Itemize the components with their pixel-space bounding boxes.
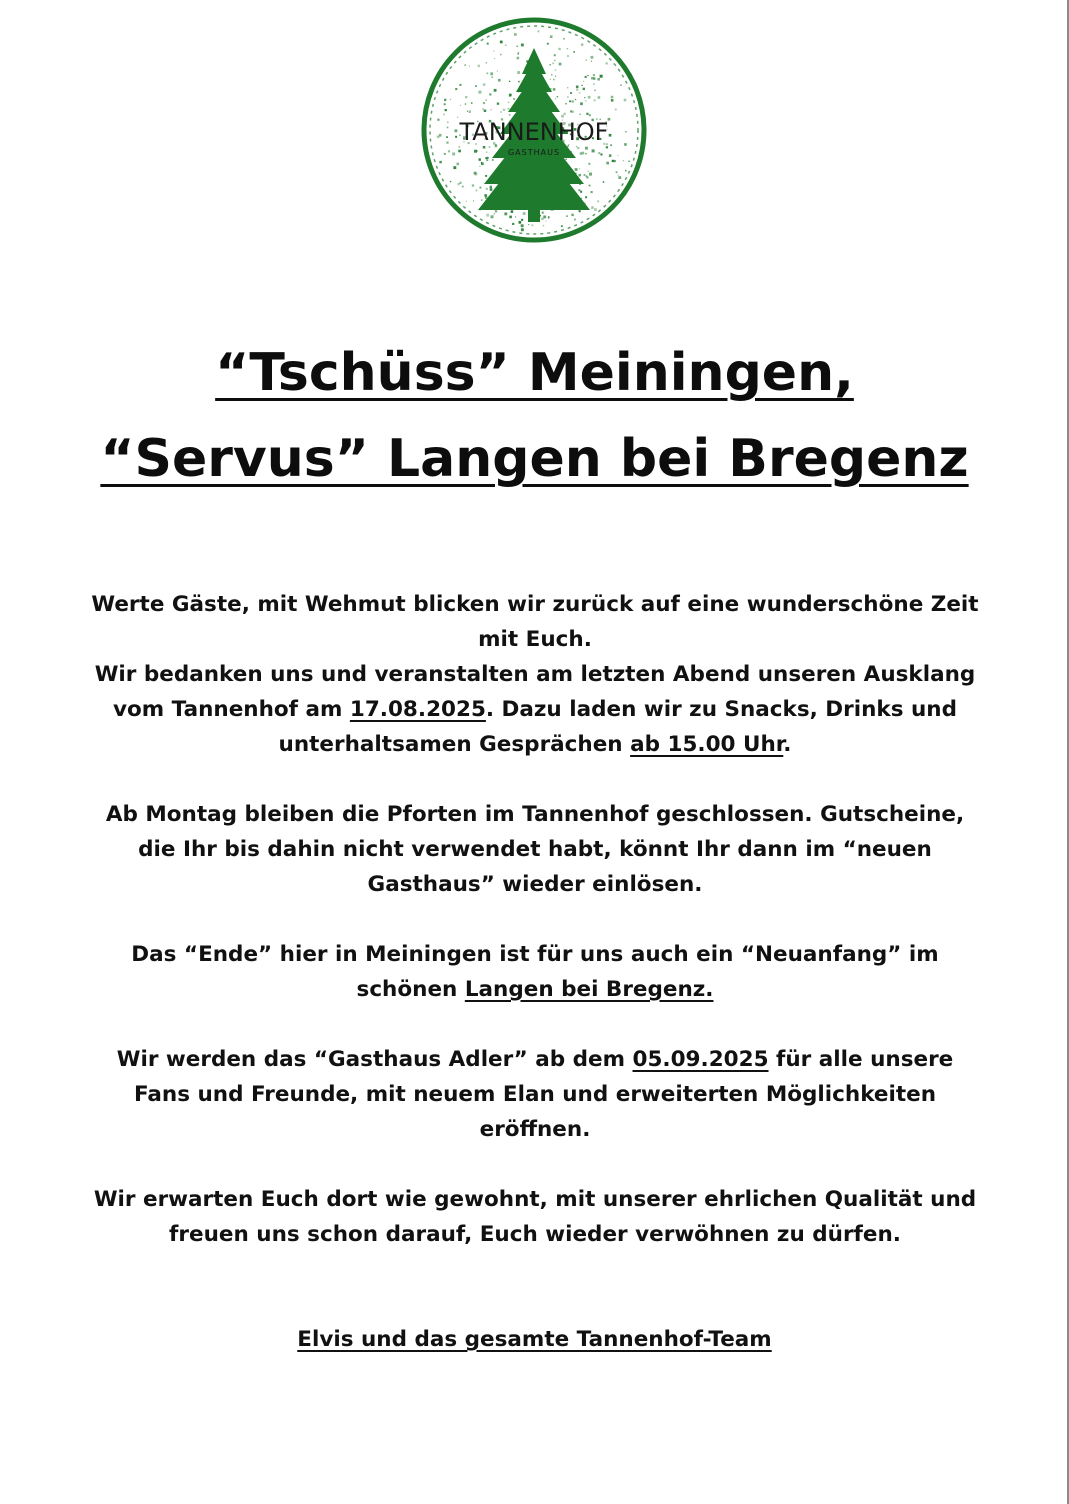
logo-speckle [579, 168, 580, 169]
logo-speckle [567, 87, 568, 88]
logo-speckle [579, 92, 581, 94]
logo-speckle [478, 91, 481, 94]
headline [0, 330, 1069, 502]
logo-speckle [612, 160, 614, 162]
logo-speckle [594, 99, 596, 101]
logo-speckle [480, 187, 482, 189]
logo-speckle [469, 112, 470, 113]
logo-speckle [580, 191, 582, 193]
logo-speckle [571, 214, 573, 216]
logo-speckle [479, 158, 481, 160]
signature-text: Elvis und das gesamte Tannenhof-Team [297, 1327, 772, 1352]
logo-speckle [594, 208, 597, 211]
logo-speckle [473, 200, 474, 201]
logo-speckle [508, 102, 509, 103]
logo-speckle [460, 105, 461, 106]
logo-speckle [491, 109, 492, 110]
logo-speckle [591, 56, 594, 59]
logo-speckle [555, 76, 556, 77]
logo-speckle [494, 213, 495, 214]
logo-speckle [553, 88, 556, 91]
logo-speckle [593, 84, 594, 85]
logo-speckle [505, 44, 507, 46]
logo-speckle [543, 216, 546, 219]
logo-speckle [548, 216, 549, 217]
logo-speckle [486, 62, 487, 63]
logo-speckle [490, 186, 492, 188]
farewell-text: Wir bedanken uns und veranstalten am letzten Abend unseren Ausklang vom Tannenhof am [94, 662, 976, 722]
logo-speckle [523, 212, 526, 215]
farewell-text-2: . Dazu laden wir zu Snacks, Drinks und unterhaltsamen Gesprächen [278, 697, 957, 757]
logo-speckle [606, 162, 609, 165]
logo-speckle [586, 113, 588, 115]
logo-speckle [593, 77, 595, 79]
logo-speckle [576, 89, 578, 91]
logo-speckle [541, 218, 544, 221]
logo-speckle [513, 98, 515, 100]
signature [0, 1322, 1069, 1357]
logo-speckle [593, 74, 595, 76]
logo-speckle [628, 161, 629, 162]
logo-speckle [588, 171, 589, 172]
logo-speckle [573, 51, 575, 53]
logo-speckle [581, 44, 583, 46]
logo-speckle [500, 111, 502, 113]
opening-date: 05.09.2025 [632, 1047, 769, 1072]
logo-speckle [486, 159, 488, 161]
logo-speckle [504, 213, 507, 216]
logo-speckle [479, 166, 480, 167]
opening-text-2: für alle unsere Fans und Freunde, mit neuem Elan und erweiterten Möglichkeiten eröffnen. [133, 1047, 954, 1142]
logo-speckle [521, 228, 524, 231]
logo-speckle [521, 219, 523, 221]
logo-speckle [493, 51, 494, 52]
logo-speckle [600, 75, 603, 78]
new-location: Langen bei Bregenz. [464, 977, 714, 1002]
logo-speckle [517, 46, 518, 47]
logo-name: TANNENHOF [459, 118, 609, 146]
logo-speckle [517, 71, 520, 74]
logo-speckle [584, 174, 586, 176]
logo-speckle [588, 163, 590, 165]
logo-speckle [481, 199, 483, 201]
headline-line-1: “Tschüss” Meiningen, [215, 343, 854, 403]
logo-speckle [487, 73, 489, 75]
logo-speckle [583, 81, 584, 82]
logo-speckle [552, 62, 554, 64]
logo-speckle [555, 98, 556, 99]
opening-text: Wir werden das “Gasthaus Adler” ab dem [116, 1047, 633, 1072]
logo-speckle [509, 81, 510, 82]
logo-speckle [508, 108, 510, 110]
logo-speckle [465, 103, 466, 104]
logo-speckle [453, 166, 456, 169]
logo-speckle [443, 114, 445, 116]
logo-speckle [500, 41, 503, 44]
logo-speckle [514, 33, 517, 36]
logo-speckle [606, 62, 608, 64]
logo-speckle [490, 72, 493, 75]
logo-speckle [471, 102, 473, 104]
logo-speckle [550, 79, 551, 80]
logo-speckle [490, 188, 493, 191]
logo-speckle [484, 110, 487, 113]
logo-speckle [462, 186, 464, 188]
logo-speckle [538, 30, 540, 32]
logo-speckle [486, 188, 488, 190]
logo-speckle [518, 53, 520, 55]
logo-speckle [494, 58, 495, 59]
logo-subtitle: GASTHAUS [507, 148, 561, 157]
logo-speckle [567, 48, 568, 49]
logo-speckle [549, 64, 551, 66]
logo-speckle [565, 103, 566, 104]
logo-speckle [575, 168, 578, 171]
logo-speckle [455, 88, 457, 90]
logo-speckle [444, 99, 446, 101]
logo-speckle [555, 69, 556, 70]
logo-speckle [492, 159, 494, 161]
logo-speckle [618, 175, 619, 176]
logo-speckle [475, 85, 477, 87]
paragraph-expectation: Wir erwarten Euch dort wie gewohnt, mit unserer ehrlichen Qualität und freuen uns schon darauf, Euch wieder verwöhnen zu dürfen. [93, 1187, 977, 1247]
logo-speckle [557, 96, 558, 97]
logo-speckle [498, 79, 501, 82]
paragraph-intro [90, 587, 980, 762]
logo-speckle [459, 84, 461, 86]
logo-speckle [528, 224, 529, 225]
logo-speckle [623, 160, 624, 161]
logo-speckle [475, 173, 478, 176]
logo-speckle [450, 99, 451, 100]
logo-speckle [458, 183, 460, 185]
logo-speckle [591, 61, 592, 62]
logo-speckle [597, 78, 600, 81]
logo-speckle [611, 99, 614, 102]
logo-speckle [589, 185, 591, 187]
logo-speckle [511, 210, 514, 213]
logo-speckle [491, 76, 493, 78]
logo-speckle [521, 224, 524, 227]
logo-speckle [509, 114, 511, 116]
logo-speckle [554, 54, 556, 56]
logo-speckle [575, 99, 576, 100]
logo-speckle [439, 161, 441, 163]
logo-speckle [578, 189, 580, 191]
logo-speckle [583, 88, 585, 90]
logo-speckle [486, 100, 487, 101]
logo-speckle [591, 206, 593, 208]
logo-speckle [509, 94, 512, 97]
logo-speckle [465, 96, 467, 98]
logo-speckle [459, 182, 461, 184]
logo-speckle [625, 170, 627, 172]
logo-speckle [565, 159, 567, 161]
logo-speckle [584, 97, 585, 98]
logo-speckle [598, 96, 601, 99]
logo-speckle [576, 86, 579, 89]
logo-speckle [587, 75, 588, 76]
logo-speckle [574, 219, 576, 221]
logo-speckle [495, 210, 497, 212]
logo-speckle [515, 216, 516, 217]
logo-speckle [582, 85, 583, 86]
logo-speckle [472, 184, 474, 186]
logo-speckle [586, 60, 587, 61]
logo-speckle [485, 175, 487, 177]
logo-speckle [624, 99, 627, 102]
logo-speckle [554, 60, 555, 61]
logo-speckle [503, 109, 505, 111]
logo-speckle [476, 190, 478, 192]
logo-speckle [469, 66, 470, 67]
logo-speckle [457, 163, 460, 166]
logo-speckle [491, 215, 494, 218]
logo-speckle [482, 108, 484, 110]
logo-speckle [509, 216, 512, 219]
logo-speckle [467, 111, 468, 112]
intro-text: Werte Gäste, mit Wehmut blicken wir zurück auf eine wunderschöne Zeit mit Euch. [91, 592, 979, 652]
paragraph-closing: Ab Montag bleiben die Pforten im Tannenhof geschlossen. Gutscheine, die Ihr bis dahin nicht verwendet habt, könnt Ihr dann im “neuen Gasthaus” wieder einlösen. [105, 802, 965, 897]
logo-speckle [519, 221, 522, 224]
logo-speckle [558, 48, 560, 50]
logo-speckle [570, 92, 572, 94]
paragraph-new-start [90, 937, 980, 1007]
logo-speckle [580, 114, 581, 115]
logo-speckle [585, 196, 587, 198]
logo-speckle [559, 63, 562, 66]
farewell-date: 17.08.2025 [349, 697, 486, 722]
logo-speckle [553, 79, 555, 81]
logo-speckle [483, 102, 485, 104]
announcement-body [90, 587, 980, 1287]
logo-speckle [618, 176, 621, 179]
logo-speckle [551, 74, 553, 76]
logo-speckle [571, 111, 573, 113]
logo-speckle [500, 54, 502, 56]
logo-speckle [586, 176, 588, 178]
logo-speckle [445, 109, 447, 111]
logo-speckle [603, 181, 605, 183]
logo-speckle [547, 43, 549, 45]
logo-speckle [484, 194, 487, 197]
logo-speckle [487, 43, 489, 45]
logo-speckle [489, 93, 491, 95]
logo-speckle [597, 200, 599, 202]
logo-speckle [589, 173, 592, 176]
new-start-text: Das “Ende” hier in Meiningen ist für uns auch ein “Neuanfang” im schönen [131, 942, 939, 1002]
logo-speckle [567, 55, 568, 56]
logo-speckle [483, 83, 486, 86]
farewell-time: ab 15.00 Uhr [630, 732, 784, 757]
tannenhof-logo [418, 14, 650, 246]
logo-speckle [546, 220, 547, 221]
logo-speckle [482, 163, 483, 164]
logo-speckle [569, 100, 571, 102]
logo-speckle [580, 102, 583, 105]
logo-speckle [444, 103, 446, 105]
logo-speckle [563, 38, 565, 40]
logo-speckle [579, 174, 582, 177]
farewell-period: . [783, 732, 792, 757]
logo-speckle [567, 96, 568, 97]
logo-speckle [591, 191, 593, 193]
logo-speckle [561, 225, 563, 227]
logo-speckle [615, 109, 617, 111]
logo-speckle [620, 84, 622, 86]
logo-speckle [478, 65, 480, 67]
logo-speckle [589, 114, 591, 116]
logo-speckle [572, 100, 574, 102]
logo-speckle [564, 113, 566, 115]
logo-speckle [494, 89, 497, 92]
logo-speckle [450, 181, 451, 182]
logo-speckle [585, 100, 586, 101]
logo-wordmark [418, 118, 650, 158]
logo-speckle [594, 90, 595, 91]
logo-speckle [585, 76, 587, 78]
logo-speckle [517, 57, 520, 60]
logo-speckle [543, 225, 544, 226]
logo-speckle [531, 224, 533, 226]
logo-speckle [518, 81, 520, 83]
logo-speckle [588, 96, 591, 99]
logo-speckle [466, 201, 467, 202]
logo-speckle [521, 44, 524, 47]
paragraph-opening [90, 1042, 980, 1147]
logo-speckle [464, 64, 466, 66]
logo-speckle [579, 211, 580, 212]
logo-speckle [550, 35, 553, 38]
logo-speckle [512, 223, 514, 225]
logo-speckle [542, 212, 544, 214]
logo-speckle [611, 96, 614, 99]
headline-line-2: “Servus” Langen bei Bregenz [100, 429, 969, 489]
logo-speckle [497, 103, 499, 105]
logo-speckle [497, 71, 498, 72]
logo-speckle [616, 171, 618, 173]
logo-speckle [566, 215, 568, 217]
logo-speckle [486, 214, 489, 217]
